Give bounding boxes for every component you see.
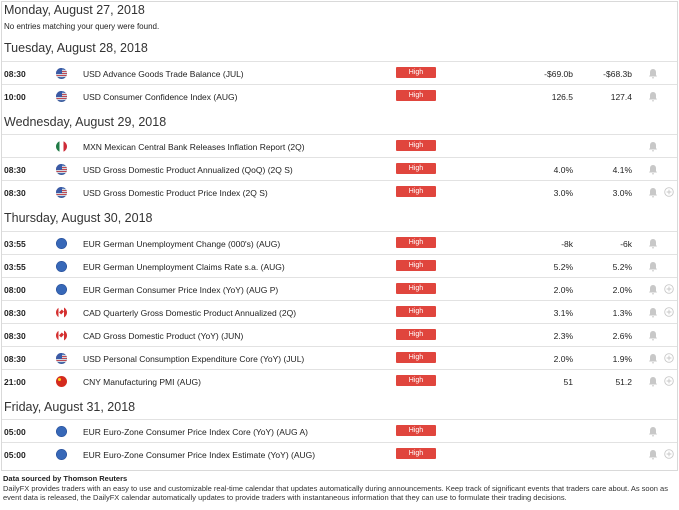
bell-icon[interactable]: [648, 449, 658, 460]
event-row[interactable]: [2, 346, 677, 369]
event-title[interactable]: CNY Manufacturing PMI (AUG): [83, 377, 201, 387]
day-header-friday: Friday, August 31, 2018: [4, 400, 136, 414]
impact-badge: High: [396, 425, 436, 436]
mx-flag-icon: [56, 141, 67, 152]
bell-icon[interactable]: [648, 261, 658, 272]
add-plus-icon[interactable]: [664, 187, 674, 197]
calendar-description: DailyFX provides traders with an easy to use and customizable real-time calendar that updates automatically during announcements. Keep track of significant events that traders care about. As soon as event data is released, the DailyFX calendar automatically updates to provide traders with instantaneous information that they can use to formulate their trading decisions.: [3, 484, 668, 502]
us-flag-icon: [56, 164, 67, 175]
event-row[interactable]: [2, 300, 677, 323]
impact-badge: High: [396, 163, 436, 174]
event-row[interactable]: [2, 277, 677, 300]
day-header-thursday: Thursday, August 30, 2018: [4, 211, 153, 225]
eu-flag-icon: [56, 261, 67, 272]
bell-icon[interactable]: [648, 307, 658, 318]
event-row[interactable]: [2, 419, 677, 442]
forecast-value: 2.6%: [612, 331, 632, 341]
forecast-value: 5.2%: [612, 262, 632, 272]
event-time: 08:30: [4, 354, 26, 364]
impact-badge: High: [396, 237, 436, 248]
impact-badge: High: [396, 140, 436, 151]
actual-value: 2.0%: [553, 354, 573, 364]
event-row[interactable]: [2, 231, 677, 254]
add-plus-icon[interactable]: [664, 449, 674, 459]
event-time: 05:00: [4, 427, 26, 437]
event-row[interactable]: [2, 84, 677, 107]
bell-icon[interactable]: [648, 91, 658, 102]
forecast-value: 1.3%: [612, 308, 632, 318]
event-time: 08:30: [4, 331, 26, 341]
bell-icon[interactable]: [648, 187, 658, 198]
impact-badge: High: [396, 67, 436, 78]
add-plus-icon[interactable]: [664, 284, 674, 294]
event-title[interactable]: USD Advance Goods Trade Balance (JUL): [83, 69, 244, 79]
add-plus-icon[interactable]: [664, 376, 674, 386]
impact-badge: High: [396, 352, 436, 363]
event-row[interactable]: [2, 157, 677, 180]
eu-flag-icon: [56, 426, 67, 437]
add-plus-icon[interactable]: [664, 307, 674, 317]
day-header-tuesday: Tuesday, August 28, 2018: [4, 41, 148, 55]
event-row[interactable]: [2, 254, 677, 277]
event-title[interactable]: USD Personal Consumption Expenditure Core (YoY) (JUL): [83, 354, 305, 364]
event-title[interactable]: USD Consumer Confidence Index (AUG): [83, 92, 238, 102]
day-header-wednesday: Wednesday, August 29, 2018: [4, 115, 167, 129]
forecast-value: 1.9%: [612, 354, 632, 364]
actual-value: 2.0%: [553, 285, 573, 295]
impact-badge: High: [396, 375, 436, 386]
bell-icon[interactable]: [648, 141, 658, 152]
forecast-value: 3.0%: [612, 188, 632, 198]
event-title[interactable]: USD Gross Domestic Product Price Index (2Q S): [83, 188, 268, 198]
event-row[interactable]: [2, 323, 677, 346]
event-row[interactable]: [2, 369, 677, 392]
event-title[interactable]: USD Gross Domestic Product Annualized (QoQ) (2Q S): [83, 165, 293, 175]
event-title[interactable]: EUR German Consumer Price Index (YoY) (AUG P): [83, 285, 279, 295]
event-time: 03:55: [4, 262, 26, 272]
actual-value: -8k: [561, 239, 573, 249]
actual-value: 2.3%: [553, 331, 573, 341]
actual-value: 5.2%: [553, 262, 573, 272]
event-time: 05:00: [4, 450, 26, 460]
eu-flag-icon: [56, 449, 67, 460]
day-header-monday: Monday, August 27, 2018: [4, 3, 145, 17]
add-plus-icon[interactable]: [664, 353, 674, 363]
event-title[interactable]: EUR Euro-Zone Consumer Price Index Estimate (YoY) (AUG): [83, 450, 316, 460]
actual-value: 3.1%: [553, 308, 573, 318]
impact-badge: High: [396, 90, 436, 101]
us-flag-icon: [56, 187, 67, 198]
actual-value: 4.0%: [553, 165, 573, 175]
impact-badge: High: [396, 186, 436, 197]
bell-icon[interactable]: [648, 164, 658, 175]
actual-value: 3.0%: [553, 188, 573, 198]
event-title[interactable]: MXN Mexican Central Bank Releases Inflation Report (2Q): [83, 142, 305, 152]
bell-icon[interactable]: [648, 68, 658, 79]
bell-icon[interactable]: [648, 330, 658, 341]
event-time: 08:30: [4, 308, 26, 318]
forecast-value: 2.0%: [612, 285, 632, 295]
event-title[interactable]: EUR German Unemployment Change (000's) (AUG): [83, 239, 281, 249]
eu-flag-icon: [56, 284, 67, 295]
us-flag-icon: [56, 353, 67, 364]
event-title[interactable]: EUR Euro-Zone Consumer Price Index Core (YoY) (AUG A): [83, 427, 309, 437]
event-row[interactable]: [2, 180, 677, 203]
data-source-title: Data sourced by Thomson Reuters: [3, 474, 128, 483]
event-time: 10:00: [4, 92, 26, 102]
eu-flag-icon: [56, 238, 67, 249]
event-time: 21:00: [4, 377, 26, 387]
ca-flag-icon: [56, 307, 67, 318]
cn-flag-icon: [56, 376, 67, 387]
event-title[interactable]: EUR German Unemployment Claims Rate s.a. (AUG): [83, 262, 285, 272]
no-entries-message: No entries matching your query were found.: [4, 22, 160, 31]
event-title[interactable]: CAD Gross Domestic Product (YoY) (JUN): [83, 331, 244, 341]
impact-badge: High: [396, 329, 436, 340]
us-flag-icon: [56, 91, 67, 102]
bell-icon[interactable]: [648, 284, 658, 295]
event-row[interactable]: [2, 134, 677, 157]
event-time: 08:00: [4, 285, 26, 295]
event-title[interactable]: CAD Quarterly Gross Domestic Product Annualized (2Q): [83, 308, 297, 318]
actual-value: 51: [563, 377, 573, 387]
bell-icon[interactable]: [648, 238, 658, 249]
impact-badge: High: [396, 283, 436, 294]
bell-icon[interactable]: [648, 376, 658, 387]
event-time: 08:30: [4, 69, 26, 79]
forecast-value: 127.4: [610, 92, 632, 102]
event-time: 03:55: [4, 239, 26, 249]
actual-value: 126.5: [551, 92, 573, 102]
bell-icon[interactable]: [648, 353, 658, 364]
event-row[interactable]: [2, 442, 677, 465]
impact-badge: High: [396, 306, 436, 317]
forecast-value: -6k: [620, 239, 632, 249]
forecast-value: 4.1%: [612, 165, 632, 175]
ca-flag-icon: [56, 330, 67, 341]
event-time: 08:30: [4, 188, 26, 198]
actual-value: -$69.0b: [544, 69, 573, 79]
forecast-value: 51.2: [615, 377, 632, 387]
event-time: 08:30: [4, 165, 26, 175]
impact-badge: High: [396, 448, 436, 459]
forecast-value: -$68.3b: [603, 69, 632, 79]
bell-icon[interactable]: [648, 426, 658, 437]
us-flag-icon: [56, 68, 67, 79]
impact-badge: High: [396, 260, 436, 271]
event-row[interactable]: [2, 61, 677, 84]
